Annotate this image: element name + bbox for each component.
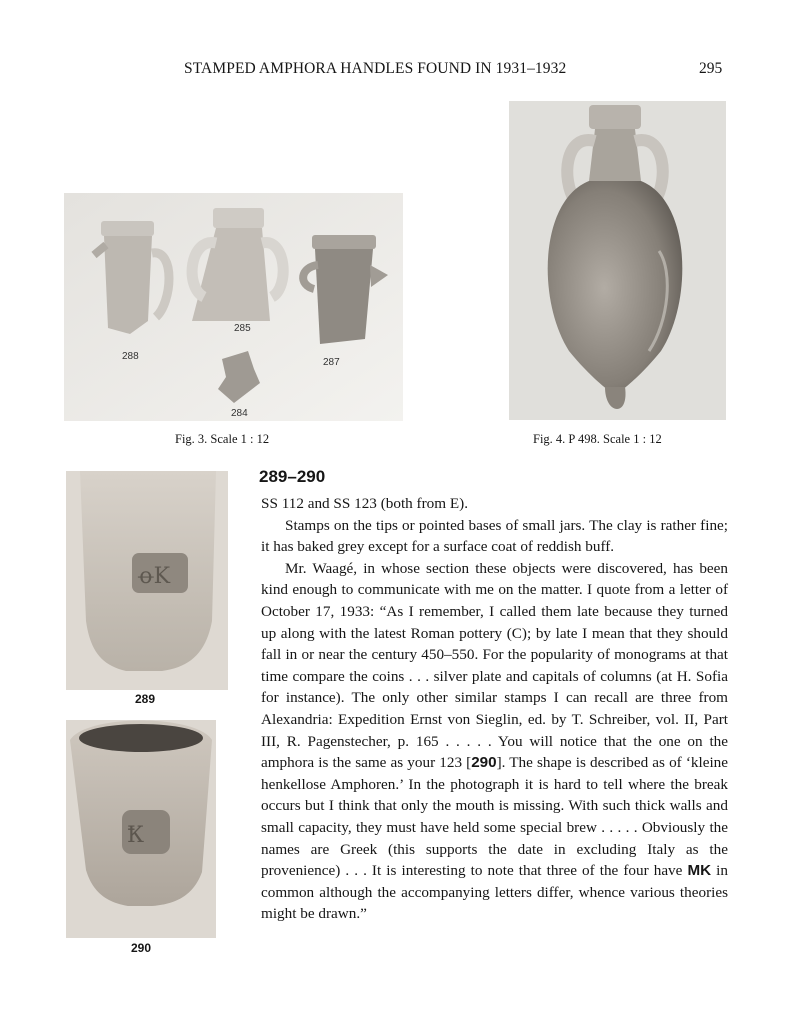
photo-290-caption: 290 xyxy=(131,941,152,955)
figure-4-photo xyxy=(509,101,726,420)
figure-3-label-285: 285 xyxy=(234,323,251,334)
letter-quote-part-2: ]. The shape is described as of ‘kleine henkellose Amphoren.’ In the photograph it is hard to tell where the break occurs but I think that only the mouth is missing. With such thick walls and small capacity, they must have held some special brew . . . . . Obviously the names are Greek (this supports the date in excluding Italy as the provenience) . . . It is interesting to note that three of the four have xyxy=(261,754,729,880)
letter-quote-part-3: in common although the accompanying letters differ, whence various theories might be drawn.” xyxy=(261,862,728,923)
entry-inventory-line: SS 112 and SS 123 (both from E). xyxy=(261,495,469,512)
monogram-stamp-290 xyxy=(122,810,170,854)
entry-title: 289–290 xyxy=(259,467,326,486)
letter-quote-part-1: Mr. Waagé, in whose section these objects were discovered, has been kind enough to communicate with me on the matter. I quote from a letter of October 17, 1933: “As I remember, I called them late because they turned up along with the latest Roman pottery (C); by late I mean that they should fall in or near the century 450–550. For the popularity of monograms at that time compare the coins . . . silver plate and capitals of columns (at H. Sofia for instance). The only other similar stamps I can recall are three from Alexandria: Expedition Ernst von Sieglin, ed. by T. Schreiber, vol. II, Part III, R. Pagenstecher, p. 165 . . . . . You will notice that the one on the amphora is the same as your 123 [ xyxy=(261,559,728,772)
figure-3-photo xyxy=(64,193,403,421)
figure-3-label-284: 284 xyxy=(231,408,248,419)
svg-text:Ꝁ: Ꝁ xyxy=(127,823,145,848)
running-title: STAMPED AMPHORA HANDLES FOUND IN 1931–1932 xyxy=(184,60,567,77)
photo-289 xyxy=(66,471,228,690)
entry-paragraph-1: Stamps on the tips or pointed bases of small jars. The clay is rather fine; it has baked grey except for a surface coat of reddish buff. xyxy=(261,516,728,556)
figure-4-caption: Fig. 4. P 498. Scale 1 : 12 xyxy=(533,432,662,446)
svg-text:ꝋK: ꝋK xyxy=(138,564,171,589)
monogram-mk: MK xyxy=(687,862,712,880)
entry-body xyxy=(261,493,728,925)
page-number: 295 xyxy=(699,60,723,77)
catalogue-reference-290: 290 xyxy=(471,754,497,772)
figure-3-label-287: 287 xyxy=(323,357,340,368)
monogram-stamp-289 xyxy=(132,553,188,593)
figure-3-caption: Fig. 3. Scale 1 : 12 xyxy=(175,432,270,446)
photo-289-caption: 289 xyxy=(135,692,156,706)
entry-paragraph-2 xyxy=(261,558,728,925)
figure-3-label-288: 288 xyxy=(122,351,139,362)
photo-290 xyxy=(66,720,216,938)
